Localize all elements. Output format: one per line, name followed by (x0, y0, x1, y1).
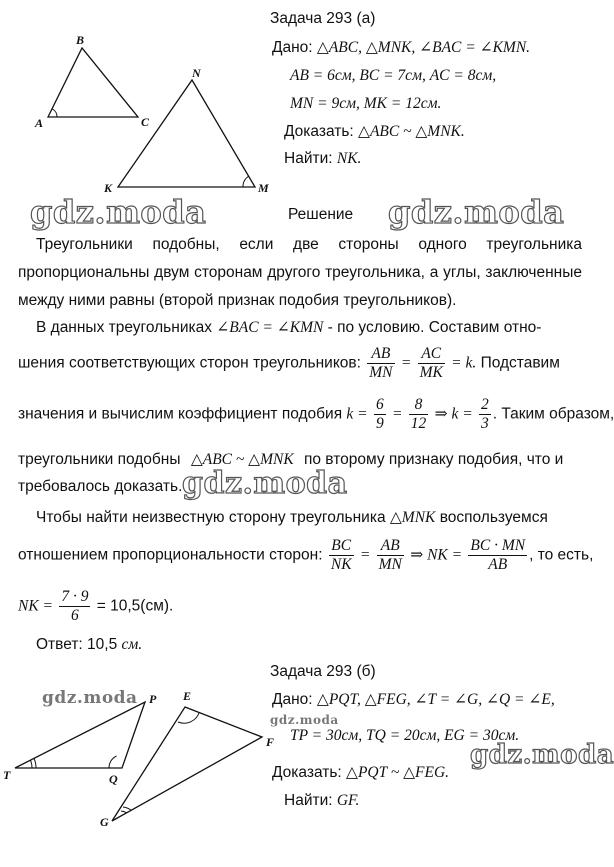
p2-text-e: треугольники подобны (18, 451, 181, 468)
triangle-pqt (15, 702, 145, 768)
fraction-2-3: $\frac{2}{3}$ (480, 396, 489, 432)
label-q: Q (109, 772, 118, 786)
paragraph-3-line-2: отношением пропорциональности сторон: $\frac{BC}{NK}$ = $\frac{AB}{MN}$ ⇒ NK = $\frac{BC \cdot MN}{AB}$ , то есть, (18, 537, 594, 573)
fraction-bc-nk: $\frac{BC}{NK}$ (330, 537, 352, 573)
paragraph-2-line-3: значения и вычислим коэффициент подобия k = $\frac{6}{9}$ = $\frac{8}{12}$ ⇒ k = $\frac{2}{3}$ . Таким образом, (18, 396, 614, 432)
label-m: M (258, 181, 269, 195)
label-a: A (35, 116, 44, 130)
paragraph-1-text: Треугольники подобны, если две стороны одного треугольника пропорциональны двум сторонам другого треугольника, а углы, заключенные между ними равны (второй признак подобия треугольников). (18, 236, 582, 309)
p2-text-a: В данных треугольниках (36, 319, 212, 336)
task-a-given-row-3: MN = 9см, MK = 12см. (290, 95, 442, 112)
paragraph-1 (18, 231, 582, 315)
p3-tri: △MNK (389, 509, 436, 526)
task-a-find-row (284, 150, 361, 168)
given-value-b-1: △PQT, △FEG, ∠T = ∠G, ∠Q = ∠E, (316, 691, 555, 708)
watermark-4: gdz.moda (42, 688, 138, 708)
label-g: G (100, 815, 109, 829)
prove-label: Доказать: (284, 123, 354, 140)
fraction-8-12: $\frac{8}{12}$ (410, 396, 427, 432)
find-value: NK. (336, 150, 362, 167)
p2-text-c-part2: значения и вычислим коэффициент подобия (18, 405, 343, 423)
triangle-kmn (118, 80, 255, 187)
watermark-3: gdz.moda (182, 466, 348, 501)
fraction-ab-mn-2: $\frac{AB}{MN}$ (378, 537, 402, 573)
given-label-b: Дано: (272, 691, 313, 708)
paragraph-2-line-1 (36, 318, 582, 337)
p3-text-a: Чтобы найти неизвестную сторону треугольника (36, 509, 386, 526)
answer-unit: см. (121, 636, 143, 653)
calc-lhs: NK = (18, 597, 54, 615)
label-n: N (192, 66, 201, 80)
p2-text-f-part1: по второму признаку подобия, что и (303, 451, 564, 468)
p3-implies: ⇒ NK = (410, 546, 463, 564)
task-a-title: Задача 293 (а) (270, 10, 376, 27)
p2-text-c-part1: Подставим (480, 354, 560, 372)
fraction-ac-mk: $\frac{AC}{MK}$ (419, 345, 443, 381)
prove-label-b: Доказать: (272, 764, 342, 781)
solution-heading: Решение (288, 206, 354, 223)
given-value-1: △ABC, △MNK, ∠BAC = ∠KMN. (316, 39, 531, 56)
prove-value-b: △PQT ~ △FEG. (346, 764, 450, 781)
triangle-abc (48, 48, 138, 117)
label-c: C (141, 115, 150, 129)
label-k: K (104, 181, 113, 195)
answer-label: Ответ: 10,5 (36, 636, 118, 653)
task-b-find-row (284, 792, 359, 810)
task-a-prove-row (284, 122, 465, 141)
find-label: Найти: (284, 150, 333, 167)
watermark-2: gdz.moda (388, 193, 565, 231)
fraction-7x9-6: $\frac{7 \cdot 9}{6}$ (61, 588, 89, 624)
paragraph-2-line-2: шения соответствующих сторон треугольников: $\frac{AB}{MN}$ = $\frac{AC}{MK}$ = k. Подставим (18, 345, 560, 381)
find-value-b: GF. (336, 792, 360, 809)
label-b: B (76, 33, 85, 47)
figure-triangles-a (0, 0, 270, 200)
p3-text-d: , то есть, (529, 546, 594, 564)
task-a-given-row-2: AB = 6см, BC = 7см, AC = 8см, (290, 67, 497, 84)
given-label: Дано: (272, 39, 313, 56)
answer-row (36, 636, 142, 654)
label-t: T (3, 768, 11, 782)
fraction-6-9: $\frac{6}{9}$ (375, 396, 384, 432)
task-b-prove-row (272, 763, 449, 782)
find-label-b: Найти: (284, 792, 333, 809)
paragraph-3-line-1 (36, 508, 582, 527)
watermark-5: gdz.moda (270, 713, 339, 727)
p2-sim: △ABC ~ △MNK (190, 451, 294, 468)
label-p: P (149, 692, 157, 706)
calc-rhs: = 10,5(см). (96, 597, 174, 615)
task-a-given-row-1 (272, 38, 530, 57)
prove-value: △ABC ~ △MNK. (358, 123, 465, 140)
calc-row (18, 588, 173, 625)
label-f: F (266, 735, 275, 749)
triangle-feg (112, 707, 262, 821)
p3-text-b: воспользуемся (439, 509, 548, 526)
p2-text-b-part2: шения соответствующих сторон треугольников: (18, 354, 361, 372)
watermark-6: gdz.moda (470, 740, 614, 770)
p2-text-b-part1: - по условию. Составим отно- (327, 319, 542, 336)
watermark-1: gdz.moda (30, 193, 207, 231)
task-b-given-row-2: TP = 30см, TQ = 20см, EG = 30см. (290, 727, 520, 744)
fraction-bcmn-ab: $\frac{BC \cdot MN}{AB}$ (470, 537, 526, 573)
p2-k-eq: k = (346, 405, 368, 423)
paragraph-2-line-5 (18, 478, 182, 496)
p2-eq-k: = k. (451, 354, 477, 372)
task-b-given-row-1 (272, 690, 555, 709)
task-b-title: Задача 293 (б) (270, 663, 376, 680)
label-e: E (183, 689, 192, 703)
p3-text-c: отношением пропорциональности сторон: (18, 546, 323, 564)
p2-cond: ∠BAC = ∠KMN (216, 319, 324, 336)
p2-text-f-part2: требовалось доказать. (18, 478, 183, 495)
p2-text-d: . Таким образом, (492, 405, 614, 423)
p2-implies: ⇒ k = (434, 405, 473, 423)
fraction-ab-mn: $\frac{AB}{MN}$ (369, 345, 393, 381)
